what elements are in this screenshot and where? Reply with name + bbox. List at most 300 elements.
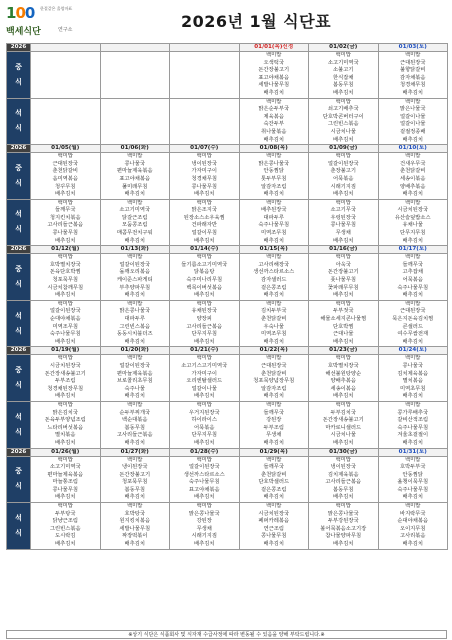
date-cell: 01/29(목) <box>239 448 309 456</box>
menu-item <box>31 52 100 60</box>
menu-item: 배추김치 <box>194 338 215 345</box>
lunch-label-char: 식 <box>15 77 22 86</box>
dinner-menu-cell <box>170 503 240 550</box>
menu-item: 생선까스타르소스 <box>183 471 225 478</box>
menu-item: 건새우무국 <box>399 160 426 167</box>
menu-item: 배추김치 <box>263 494 284 501</box>
menu-item: 배추김치 <box>402 191 423 198</box>
menu-item: 숙주나물무침 <box>397 486 429 493</box>
menu-item: 백미밥 <box>405 98 421 105</box>
menu-item: 백미밥 <box>266 52 282 58</box>
menu-item: 백미밥 <box>405 355 421 362</box>
lunch-menu-cell <box>31 456 101 503</box>
menu-item: 배추김치 <box>194 292 215 299</box>
date-cell: 01/06(화) <box>100 145 170 153</box>
menu-item: 가자미구이 <box>191 370 218 377</box>
menu-item: 쇠고기배추국 <box>327 106 359 113</box>
menu-item: 소고기미역국 <box>49 464 81 471</box>
menu-item: 고사리들근볶음 <box>186 323 223 330</box>
lunch-row <box>7 456 448 503</box>
menu-item: 청포묵무침 <box>121 479 148 486</box>
menu-item: 시래기지짐 <box>191 533 218 540</box>
menu-item: 백미밥 <box>196 300 212 307</box>
menu-item: 백미밥 <box>127 401 143 408</box>
menu-item <box>101 52 170 60</box>
menu-item: 콩나물무침 <box>330 222 357 229</box>
menu-item: 냉이된장국 <box>121 464 148 471</box>
menu-item: 들깨무국 <box>55 207 76 214</box>
menu-item: 옴미역볶음 <box>52 175 79 182</box>
menu-item: 호박멸치장국 <box>49 261 81 268</box>
dinner-label-char: 석 <box>15 210 22 219</box>
menu-item <box>31 60 100 68</box>
lunch-label-char: 중 <box>15 62 22 71</box>
menu-item: 백미밥 <box>266 300 282 307</box>
menu-item: 묵은지돈육김치찜 <box>392 316 434 322</box>
dinner-menu-cell <box>31 503 101 550</box>
menu-item: 배추김치 <box>124 393 145 400</box>
menu-item: 표고야채볶음 <box>258 74 290 81</box>
dinner-menu-cell <box>309 401 379 448</box>
lunch-label <box>7 254 31 301</box>
menu-item: 감자샐러드 <box>260 277 287 284</box>
dinner-menu-cell <box>100 98 170 145</box>
menu-item: 어묵볶음 <box>194 424 215 431</box>
lunch-menu-cell <box>309 456 379 503</box>
menu-item: 브로콜리초무침 <box>116 378 153 385</box>
menu-item: 얼갈이나물 <box>399 121 426 128</box>
menu-item: 시래기지짐 <box>330 183 357 190</box>
logo-tagline: 한결같은 울엄마표 <box>40 6 73 11</box>
dinner-menu-cell <box>31 98 101 145</box>
menu-item: 양배추볶음 <box>399 183 426 190</box>
menu-item: 얼갈이무침 <box>191 230 218 237</box>
menu-item: 백미밥 <box>335 401 351 408</box>
menu-item: 겉절정종배 <box>399 128 426 135</box>
menu-item: 단무지무침 <box>191 331 218 338</box>
menu-item: 배추김치 <box>402 338 423 345</box>
menu-item: 백미밥 <box>196 355 212 362</box>
menu-item: 배추김치 <box>333 541 354 548</box>
dinner-menu-cell <box>239 300 309 347</box>
menu-table <box>6 43 448 550</box>
dinner-menu-cell <box>170 199 240 246</box>
menu-item: 백미밥 <box>335 153 351 160</box>
dinner-label-char: 석 <box>15 311 22 320</box>
date-cell: 01/30(금) <box>309 448 379 456</box>
lunch-menu-cell <box>100 254 170 301</box>
menu-item: 배추김치 <box>263 89 284 96</box>
menu-item: 들깨무국 <box>402 261 423 268</box>
menu-item: 백미밥 <box>335 199 351 206</box>
lunch-menu-cell <box>31 52 101 99</box>
menu-item: 취나물볶음 <box>260 128 287 135</box>
menu-item: 백미밥 <box>196 199 212 206</box>
menu-item <box>101 114 170 122</box>
date-cell: 01/17(토) <box>378 246 448 254</box>
menu-item: 들기름소고기미역국 <box>181 261 228 268</box>
menu-item <box>31 75 100 83</box>
lunch-row <box>7 254 448 301</box>
menu-item: 춘천닭갈비 <box>260 471 287 478</box>
menu-item: 콩나물국 <box>124 160 145 167</box>
menu-item: 콩나물무침 <box>191 183 218 190</box>
brand-sub: 연구소 <box>58 27 73 33</box>
lunch-label <box>7 52 31 99</box>
dinner-menu-cell <box>170 401 240 448</box>
menu-item: 느타리버섯볶음 <box>47 424 84 431</box>
menu-item: 호박두부국 <box>399 464 426 471</box>
dinner-menu-cell <box>378 98 448 145</box>
menu-item: 제육볶음 <box>263 113 284 120</box>
menu-item: 동동시치블더즈 <box>116 331 153 338</box>
menu-item: 백미밥 <box>266 153 282 160</box>
menu-item: 안동찜닭 <box>263 168 284 175</box>
menu-item: 소고기미역국 <box>327 59 359 66</box>
lunch-menu-cell <box>378 52 448 99</box>
lunch-menu-cell <box>239 153 309 200</box>
menu-item: 두부김치국 <box>330 409 357 416</box>
menu-item: 맑은김치국 <box>52 409 79 416</box>
menu-item: 고추잡채 <box>402 269 423 276</box>
date-cell: 01/27(화) <box>100 448 170 456</box>
menu-item: 참나물양파무침 <box>325 533 362 540</box>
date-cell: 01/20(화) <box>100 347 170 355</box>
lunch-menu-cell <box>170 355 240 402</box>
menu-item: 백미밥 <box>57 456 73 463</box>
dinner-menu-cell <box>31 300 101 347</box>
menu-item: 백미밥 <box>57 153 73 160</box>
menu-item: 배추김치 <box>55 338 76 345</box>
menu-item: 단호박찜 <box>333 323 354 330</box>
menu-item: 춘천닭갈비 <box>399 168 426 175</box>
menu-item: 양배추볶음 <box>330 378 357 385</box>
lunch-menu-cell <box>378 254 448 301</box>
menu-item: 맑은나물국 <box>399 106 426 113</box>
menu-item: 백미밥 <box>405 401 421 408</box>
menu-item: 배추김치 <box>194 541 215 548</box>
year-label: 2026 <box>7 448 31 456</box>
date-cell: 01/01(목)신정 <box>239 44 309 52</box>
dinner-label-char: 식 <box>15 124 22 133</box>
year-label: 2026 <box>7 44 31 52</box>
menu-item: 돈육두부양념조림 <box>44 417 86 424</box>
menu-item: 들깨무국 <box>263 409 284 416</box>
lunch-menu-cell <box>170 52 240 99</box>
menu-item: 콩나물무침 <box>52 486 79 493</box>
brand-logo <box>6 4 106 38</box>
dinner-menu-cell <box>378 503 448 550</box>
menu-item: 백미밥 <box>405 199 421 206</box>
menu-item: 시금치참깨무침 <box>47 284 84 291</box>
menu-item: 배추김치 <box>194 237 215 244</box>
menu-item: 백미밥 <box>405 52 421 58</box>
menu-item: 그린빈스볶음 <box>327 121 359 128</box>
menu-item <box>31 121 100 129</box>
menu-item <box>101 121 170 129</box>
date-cell: 01/12(월) <box>31 246 101 254</box>
menu-item <box>31 106 100 114</box>
lunch-menu-cell <box>100 52 170 99</box>
lunch-menu-cell <box>170 254 240 301</box>
menu-item: 배추김치 <box>333 439 354 446</box>
menu-item: 백미밥 <box>57 355 73 362</box>
menu-item: 두부조림 <box>55 378 76 385</box>
menu-item: 배추김치 <box>402 136 423 143</box>
lunch-row <box>7 355 448 402</box>
date-cell: 01/31(토) <box>378 448 448 456</box>
dinner-label-char: 석 <box>15 109 22 118</box>
dinner-label-char: 식 <box>15 225 22 234</box>
menu-item: 톳두부무침 <box>260 175 287 182</box>
dinner-row <box>7 199 448 246</box>
menu-item: 춘천닭갈비 <box>260 316 287 322</box>
menu-item: 닭냥근조림 <box>52 518 79 525</box>
menu-item: 그린빈스볶음 <box>49 525 81 532</box>
menu-item: 얼갈이나물 <box>191 385 218 392</box>
menu-item: 배추김치 <box>333 237 354 244</box>
menu-item: 돈간장불고기 <box>258 67 290 74</box>
menu-item: 백미밥 <box>266 503 282 510</box>
menu-item: 백미밥 <box>127 300 143 307</box>
menu-item: 백미밥 <box>127 199 143 206</box>
menu-item: 배추김치 <box>55 541 76 548</box>
menu-item: 감자채볶음 <box>399 74 426 81</box>
lunch-label-char: 식 <box>15 381 22 390</box>
menu-item: 콩나물국 <box>402 362 423 369</box>
lunch-menu-cell <box>31 355 101 402</box>
menu-item: 소고기스고기미역국 <box>181 362 228 369</box>
menu-item <box>101 137 170 145</box>
dinner-row <box>7 401 448 448</box>
menu-item: 숙주나물무침 <box>49 331 81 338</box>
year-label: 2026 <box>7 246 31 254</box>
menu-item: 백순대볶음 <box>121 417 148 424</box>
menu-item: 알감자조림 <box>260 183 287 190</box>
menu-item: 배추김치 <box>194 393 215 400</box>
dinner-label <box>7 199 31 246</box>
menu-item: 백미밥 <box>335 300 351 307</box>
date-cell: 01/03(토) <box>378 44 448 52</box>
menu-item: 돌깨오리볶음 <box>119 269 151 276</box>
menu-item: 시금치나물 <box>330 432 357 439</box>
dinner-menu-cell <box>309 199 379 246</box>
lunch-menu-cell <box>170 456 240 503</box>
date-cell: 01/09(금) <box>309 145 379 153</box>
menu-item: 안동찜닭 <box>402 471 423 478</box>
menu-item: 백미밥 <box>266 355 282 362</box>
dinner-row <box>7 503 448 550</box>
menu-item: 고사리볶음 <box>399 533 426 540</box>
menu-item: 배추김치 <box>124 494 145 501</box>
menu-item: 백미밥 <box>127 503 143 510</box>
lunch-menu-cell <box>378 456 448 503</box>
menu-item: 청꾸무침 <box>55 183 76 190</box>
menu-item: 고사리해장국 <box>258 261 290 268</box>
menu-item: 무생채 <box>266 432 282 439</box>
menu-item: 배추김치 <box>263 541 284 548</box>
menu-item: 백미밥 <box>57 401 73 408</box>
menu-item: 세송이볶음 <box>330 385 357 392</box>
menu-item: 생선까스타르소스 <box>253 269 295 276</box>
date-row <box>7 448 448 456</box>
dinner-label-char: 석 <box>15 513 22 522</box>
menu-item: 배추김치 <box>124 191 145 198</box>
menu-item: 냉이된장국 <box>330 464 357 471</box>
menu-item <box>170 106 239 114</box>
lunch-label-char: 중 <box>15 163 22 172</box>
menu-item: 숙주미나리무침 <box>186 277 223 284</box>
menu-item: 백미밥 <box>335 254 351 261</box>
menu-item <box>101 82 170 90</box>
menu-item: 백미밥 <box>335 503 351 510</box>
lunch-label-char: 중 <box>15 265 22 274</box>
menu-item: 배추김치 <box>124 541 145 548</box>
menu-item: 근대된장국 <box>260 362 287 369</box>
menu-item: 얼갈이된장국 <box>49 308 81 315</box>
menu-item: 두부탕국 <box>55 510 76 517</box>
menu-item: 냉이된장국 <box>191 160 218 167</box>
menu-item: 배추김치 <box>402 393 423 400</box>
lunch-menu-cell <box>309 355 379 402</box>
menu-item: 백미밥 <box>266 199 282 206</box>
menu-item: 배추김치 <box>333 338 354 345</box>
menu-item: 배추김치 <box>263 292 284 299</box>
menu-item: 편마늘제육볶음 <box>116 168 153 175</box>
menu-item: 시금치된장국 <box>49 362 81 369</box>
menu-item: 김치두부국 <box>260 308 287 315</box>
lunch-menu-cell <box>309 52 379 99</box>
menu-item <box>170 67 239 75</box>
menu-item: 멸치볶음 <box>55 432 76 439</box>
menu-item: 숙주나물무침 <box>258 222 290 229</box>
date-cell: 01/15(목) <box>239 246 309 254</box>
menu-item: 숙주나물무침 <box>397 424 429 431</box>
menu-item: 배추김치 <box>263 237 284 244</box>
menu-item: 백미밥 <box>127 153 143 160</box>
menu-item: 백미밥 <box>335 355 351 362</box>
menu-item: 연근조림 <box>263 525 284 532</box>
menu-item: 갈비산적조림 <box>397 417 429 424</box>
dinner-menu-cell <box>100 503 170 550</box>
lunch-menu-cell <box>239 456 309 503</box>
menu-item: 배추김치 <box>55 393 76 400</box>
menu-item: 닭볶음탕 <box>194 269 215 276</box>
menu-item: 콩나물무침 <box>260 533 287 540</box>
lunch-menu-cell <box>309 153 379 200</box>
dinner-menu-cell <box>378 300 448 347</box>
menu-item: 무생채 <box>196 525 212 532</box>
dinner-menu-cell <box>100 199 170 246</box>
menu-item: 풀미래무침 <box>121 183 148 190</box>
lunch-menu-cell <box>239 355 309 402</box>
menu-item: 순두부찌개국 <box>119 409 151 416</box>
date-row <box>7 246 448 254</box>
dinner-menu-cell <box>239 401 309 448</box>
menu-item: 배추김치 <box>402 439 423 446</box>
menu-item: 세발나물무침 <box>119 525 151 532</box>
dinner-label-char: 식 <box>15 528 22 537</box>
menu-item: 양장피 <box>196 316 212 322</box>
menu-item: 백미밥 <box>196 153 212 160</box>
menu-item <box>31 114 100 122</box>
dinner-menu-cell <box>100 401 170 448</box>
menu-item: 원지킹치볶음 <box>119 518 151 525</box>
menu-item <box>31 67 100 75</box>
menu-item: 볼어묵볶음소고기장 <box>320 525 367 532</box>
menu-item: 백미밥 <box>57 254 73 261</box>
lunch-label-char: 식 <box>15 178 22 187</box>
menu-item: 얼갈이된장국 <box>327 160 359 167</box>
lunch-menu-cell <box>378 355 448 402</box>
menu-item: 청경채된장무침 <box>47 385 84 392</box>
lunch-menu-cell <box>170 153 240 200</box>
menu-item: 표고야채볶음 <box>188 486 220 493</box>
menu-item <box>170 52 239 60</box>
menu-item: 콩나물무침 <box>52 230 79 237</box>
menu-item: 백미밥 <box>196 503 212 510</box>
dinner-menu-cell <box>31 401 101 448</box>
logo-digits: 100 <box>6 4 35 22</box>
date-cell: 01/13(화) <box>100 246 170 254</box>
menu-item: 봄동무침 <box>333 486 354 493</box>
menu-item: 백목이버섯볶음 <box>186 284 223 291</box>
year-label: 2026 <box>7 347 31 355</box>
lunch-menu-cell <box>31 254 101 301</box>
dinner-menu-cell <box>239 199 309 246</box>
menu-item <box>170 60 239 68</box>
menu-item: 백미밥 <box>266 254 282 261</box>
menu-item: 마늘쫑조림 <box>52 479 79 486</box>
dinner-label <box>7 503 31 550</box>
menu-item: 단호박콘버터구이 <box>322 113 364 120</box>
date-cell: 01/10(토) <box>378 145 448 153</box>
dinner-label-char: 석 <box>15 412 22 421</box>
menu-item: 맑은콩나물국 <box>258 160 290 167</box>
menu-item <box>101 75 170 83</box>
menu-item <box>101 99 170 107</box>
menu-item: 세송이볶음 <box>399 175 426 182</box>
menu-item: 돈육단호박찜 <box>49 269 81 276</box>
menu-item: 백미밥 <box>405 153 421 160</box>
dinner-label <box>7 98 31 145</box>
menu-item: 배추김치 <box>333 393 354 400</box>
menu-item: 꽃파래무무침 <box>327 284 359 291</box>
menu-item: 배추김치 <box>402 292 423 299</box>
lunch-label-char: 식 <box>15 482 22 491</box>
menu-item: 김치제육볶음 <box>397 370 429 377</box>
menu-item: 청지킨치볶음 <box>49 214 81 221</box>
lunch-menu-cell <box>239 52 309 99</box>
dinner-label <box>7 300 31 347</box>
menu-item: 유채된장국 <box>191 308 218 315</box>
menu-item: 백미밥 <box>335 98 351 105</box>
menu-item: 맑은순두부국 <box>258 106 290 113</box>
year-label: 2026 <box>7 145 31 153</box>
menu-item: 배추김치 <box>55 237 76 244</box>
date-cell: 01/24(토) <box>378 347 448 355</box>
menu-item: 맑은콩나물국 <box>327 510 359 517</box>
dinner-label-char: 식 <box>15 427 22 436</box>
menu-item: 된장소스소우육찜 <box>183 214 225 221</box>
menu-item: 단호박샐러드 <box>258 479 290 486</box>
menu-item: 돈간장새송불고기 <box>322 417 364 424</box>
menu-item: 근대된장국 <box>52 160 79 167</box>
date-cell: 01/02(금) <box>309 44 379 52</box>
menu-item: 도시락김 <box>55 533 76 540</box>
menu-item: 백미밥 <box>196 254 212 261</box>
date-cell: 01/14(수) <box>170 246 240 254</box>
